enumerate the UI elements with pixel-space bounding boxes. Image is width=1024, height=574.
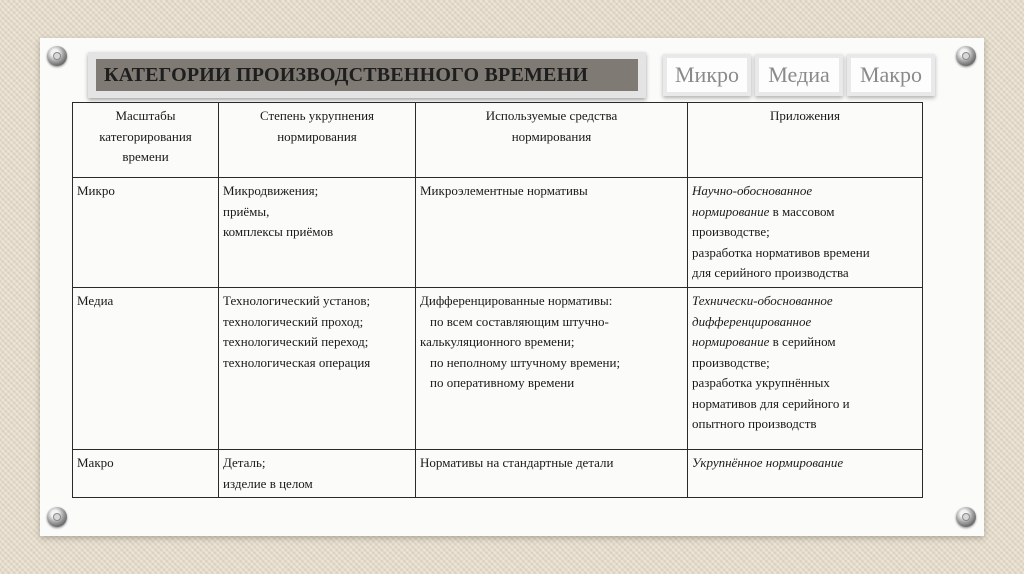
table-row xyxy=(73,178,923,288)
row-applications-cell: Укрупнённое нормирование xyxy=(688,450,923,498)
row-applications-cell: Технически-обоснованное дифференцированное нормирование в серийном производстве; разработка укрупнённых нормативов для серийного и опытного производств xyxy=(688,288,923,450)
row-scale-cell: Микро xyxy=(73,178,219,288)
tab-macro[interactable]: Макро xyxy=(847,54,935,96)
pin-bottom-left-icon xyxy=(47,507,67,527)
pin-bottom-right-icon xyxy=(956,507,976,527)
header-degree: Степень укрупнения нормирования xyxy=(219,103,416,178)
tab-micro[interactable]: Микро xyxy=(663,54,751,96)
row-means-cell: Нормативы на стандартные детали xyxy=(416,450,688,498)
tab-media[interactable]: Медиа xyxy=(755,54,843,96)
row-degree-cell: Микродвижения; приёмы, комплексы приёмов xyxy=(219,178,416,288)
row-scale-cell: Макро xyxy=(73,450,219,498)
row-means-cell: Микроэлементные нормативы xyxy=(416,178,688,288)
row-means-cell: Дифференцированные нормативы: по всем составляющим штучно- калькуляционного времени; по неполному штучному времени; по оперативному времени xyxy=(416,288,688,450)
row-applications-cell: Научно-обоснованное нормирование в массовом производстве; разработка нормативов времени для серийного производства xyxy=(688,178,923,288)
table-header-row xyxy=(73,103,923,178)
title-banner xyxy=(88,52,646,98)
header-means: Используемые средства нормирования xyxy=(416,103,688,178)
header-scale: Масштабы категорирования времени xyxy=(73,103,219,178)
categories-table xyxy=(72,102,923,498)
table-row xyxy=(73,450,923,498)
row-degree-cell: Деталь; изделие в целом xyxy=(219,450,416,498)
pin-top-right-icon xyxy=(956,46,976,66)
row-degree-cell: Технологический установ; технологический проход; технологический переход; технологическая операция xyxy=(219,288,416,450)
page-title: КАТЕГОРИИ ПРОИЗВОДСТВЕННОГО ВРЕМЕНИ xyxy=(104,63,589,86)
table-row xyxy=(73,288,923,450)
pin-top-left-icon xyxy=(47,46,67,66)
header-applications: Приложения xyxy=(688,103,923,178)
row-scale-cell: Медиа xyxy=(73,288,219,450)
